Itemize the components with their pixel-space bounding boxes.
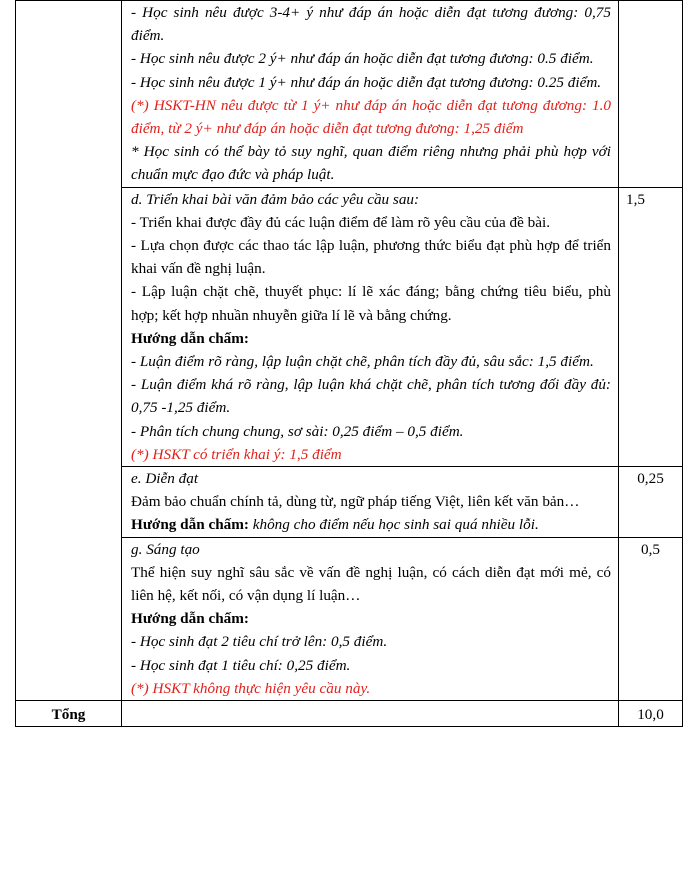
criteria-row-content [16,1,683,188]
score-cell: 0,25 [619,467,683,538]
special-student-note: (*) HSKT không thực hiện yêu cầu này. [131,679,371,697]
score-cell: 1,5 [619,187,683,466]
requirement-text: Thể hiện suy nghĩ sâu sắc về vấn đề nghị luận, có cách diễn đạt mới mẻ, có liên hệ, kết nối, có vận dụng lí luận… [131,563,611,605]
criteria-heading: g. Sáng tạo [131,540,200,558]
special-student-note: (*) HSKT có triển khai ý: 1,5 điểm [131,445,342,463]
total-label: Tổng [16,701,122,727]
score-cell: 0,5 [619,537,683,700]
guide-line: - Phân tích chung chung, sơ sài: 0,25 điểm – 0,5 điểm. [131,422,464,440]
criteria-d-cell [122,187,619,466]
total-score: 10,0 [619,701,683,727]
grading-table [15,0,683,727]
requirement-line: - Lựa chọn được các thao tác lập luận, phương thức biểu đạt phù hợp để triển khai vấn đề nghị luận. [131,237,611,278]
guide-line: - Học sinh đạt 2 tiêu chí trở lên: 0,5 điểm. [131,633,388,651]
guide-line: - Học sinh đạt 1 tiêu chí: 0,25 điểm. [131,656,351,674]
guide-label: Hướng dẫn chấm: [131,329,249,347]
requirement-text: Đảm bảo chuẩn chính tả, dùng từ, ngữ pháp tiếng Việt, liên kết văn bản… [131,493,580,511]
empty-cell [122,701,619,727]
criteria-heading: d. Triển khai bài văn đảm bảo các yêu cầu sau: [131,190,420,208]
empty-cell [16,1,122,701]
guide-line [131,513,611,536]
guide-label: Hướng dẫn chấm: [131,610,249,628]
criteria-e-cell [122,467,619,538]
guide-line: - Luận điểm khá rõ ràng, lập luận khá chặt chẽ, phân tích tương đối đầy đủ: 0,75 -1,25 điểm. [131,376,611,417]
requirement-line: - Lập luận chặt chẽ, thuyết phục: lí lẽ xác đáng; bằng chứng tiêu biểu, phù hợp; kết hợp nhuần nhuyễn giữa lí lẽ và bằng chứng. [131,283,611,324]
guide-line: - Học sinh nêu được 2 ý+ như đáp án hoặc diễn đạt tương đương: 0.5 điểm. [131,50,594,68]
special-student-note: (*) HSKT-HN nêu được từ 1 ý+ như đáp án hoặc diễn đạt tương đương: 1.0 điểm, từ 2 ý+ như đáp án hoặc diễn đạt tương đương: 1,25 điểm [131,96,611,138]
criteria-g-cell [122,537,619,700]
criteria-heading: e. Diễn đạt [131,470,199,488]
guide-line: - Học sinh nêu được 3-4+ ý như đáp án hoặc diễn đạt tương đương: 0,75 điểm. [131,4,611,45]
guide-line: - Luận điểm rõ ràng, lập luận chặt chẽ, phân tích đầy đủ, sâu sắc: 1,5 điểm. [131,353,594,371]
criteria-content-cell [122,1,619,188]
total-row [16,701,683,727]
guide-line: - Học sinh nêu được 1 ý+ như đáp án hoặc diễn đạt tương đương: 0.25 điểm. [131,73,602,91]
requirement-line: - Triển khai được đầy đủ các luận điểm để làm rõ yêu cầu của đề bài. [131,213,551,231]
general-note: * Học sinh có thể bày tỏ suy nghĩ, quan điểm riêng nhưng phải phù hợp với chuẩn mực đạo đức và pháp luật. [131,143,611,184]
guide-label: Hướng dẫn chấm: [131,516,249,534]
score-cell [619,1,683,188]
guide-text: không cho điểm nếu học sinh sai quá nhiều lỗi. [248,516,539,534]
